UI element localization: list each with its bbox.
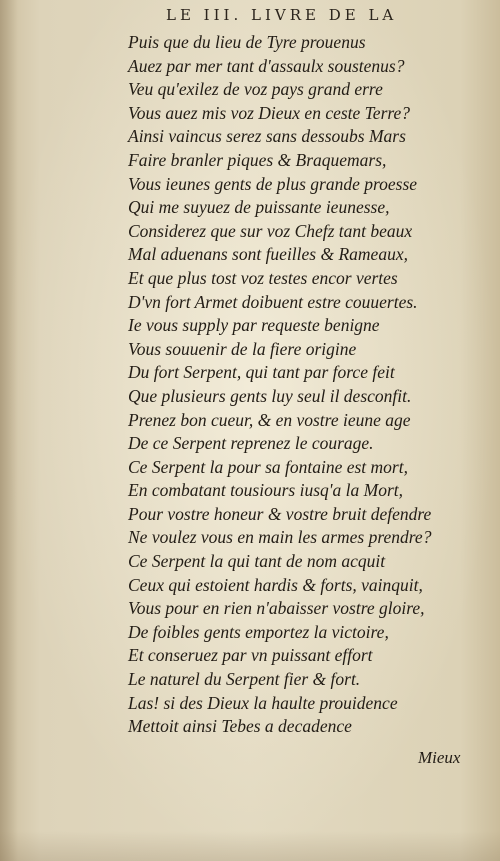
verse-line: Mettoit ainsi Tebes a decadence — [128, 716, 352, 737]
verse-line: Puis que du lieu de Tyre prouenus — [128, 32, 366, 52]
catchword: Mieux — [418, 748, 461, 767]
verse-line: Faire branler piques & Braquemars, — [128, 149, 387, 170]
verse-line: Ie vous supply par requeste benigne — [128, 315, 380, 336]
verse-line: Que plusieurs gents luy seul il desconfit. — [128, 385, 412, 406]
page-bottom-shadow — [0, 831, 500, 861]
verse-line: Vous ieunes gents de plus grande proesse — [128, 173, 418, 194]
verse-line: Vous pour en rien n'abaisser vostre gloire, — [128, 598, 425, 619]
verse-line: Pour vostre honeur & vostre bruit defendre — [128, 503, 432, 524]
verse-line: Ne voulez vous en main les armes prendre? — [128, 527, 432, 548]
verse-line: Et conseruez par vn puissant effort — [128, 645, 373, 666]
verse-line: En combatant tousiours iusq'a la Mort, — [128, 480, 404, 501]
verse-line: Vous auez mis voz Dieux en ceste Terre? — [128, 102, 411, 123]
verse-line: De foibles gents emportez la victoire, — [128, 621, 389, 642]
verse-line: Ainsi vaincus serez sans dessoubs Mars — [128, 126, 406, 147]
verse-line: Mal aduenans sont fueilles & Rameaux, — [128, 244, 408, 265]
running-head: LE III. LIVRE DE LA — [166, 6, 398, 24]
verse-line: Ce Serpent la qui tant de nom acquit — [128, 551, 386, 572]
verse-line: Ceux qui estoient hardis & forts, vainquit, — [128, 574, 423, 595]
verse-line: Vous souuenir de la fiere origine — [128, 338, 357, 359]
verse-line: Le naturel du Serpent fier & fort. — [128, 669, 361, 690]
verse-line: Et que plus tost voz testes encor vertes — [128, 267, 398, 288]
gutter-shadow — [0, 0, 18, 861]
verse-line: Prenez bon cueur, & en vostre ieune age — [128, 409, 411, 430]
verse-line: Las! si des Dieux la haulte prouidence — [128, 692, 398, 713]
verse-line: Veu qu'exilez de voz pays grand erre — [128, 79, 383, 100]
verse-line: Qui me suyuez de puissante ieunesse, — [128, 197, 390, 218]
verse-line: Auez par mer tant d'assaulx soustenus? — [128, 55, 405, 76]
verse-line: D'vn fort Armet doibuent estre couuertes. — [128, 291, 418, 312]
verse-line: Du fort Serpent, qui tant par force feit — [128, 362, 395, 383]
verse-line: De ce Serpent reprenez le courage. — [128, 433, 374, 454]
verse-line: Ce Serpent la pour sa fontaine est mort, — [128, 456, 408, 477]
verse-block — [128, 31, 468, 739]
verse-line: Considerez que sur voz Chefz tant beaux — [128, 220, 413, 241]
